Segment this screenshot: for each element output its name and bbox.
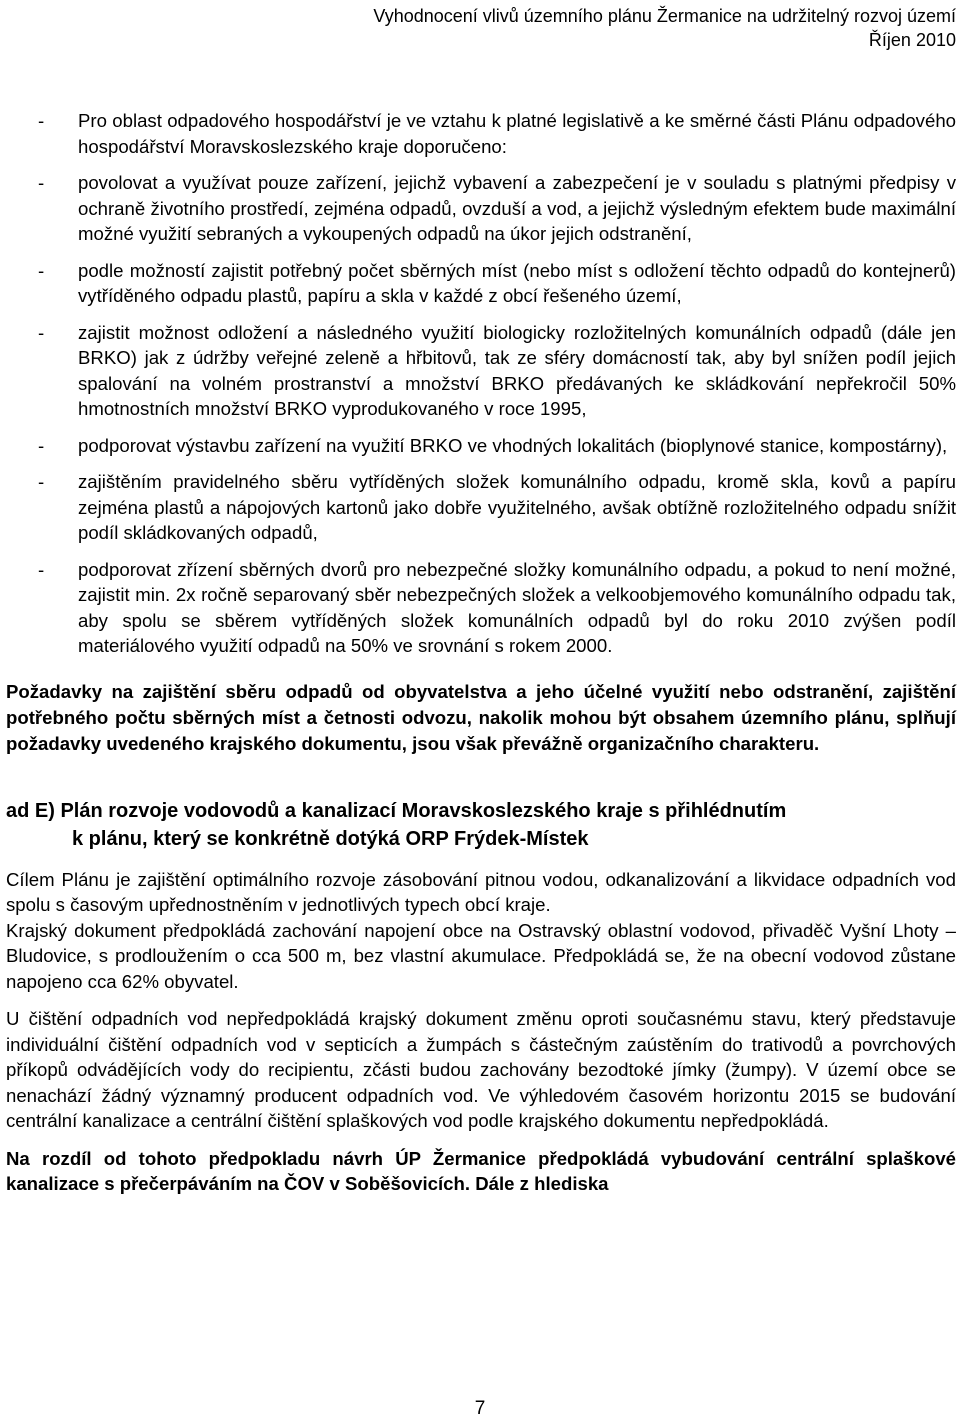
- list-item: [6, 469, 956, 546]
- list-item-text: podporovat zřízení sběrných dvorů pro nebezpečné složky komunálního odpadu, a pokud to není možné, zajistit min. 2x ročně separovaný sběr nebezpečných složek a velkoobjemového komunálního odpadu tak, aby spolu se sběrem vytříděných složek komunálních odpadů byl do roku 2010 zvýšen podíl materiálového využití odpadů na 50% ve srovnání s rokem 2000.: [78, 558, 956, 656]
- list-dash: -: [38, 110, 45, 131]
- list-item-text: podle možností zajistit potřebný počet sběrných míst (nebo míst s odložení těchto odpadů do kontejnerů) vytříděného odpadu plastů, papíru a skla v každé z obcí řešeného území,: [78, 259, 956, 306]
- list-item: [6, 433, 956, 459]
- recommendation-list: [6, 108, 956, 659]
- list-dash: -: [38, 321, 45, 343]
- section-heading-line2: k plánu, který se konkrétně dotýká ORP Frýdek-Místek: [72, 827, 589, 850]
- page-content: [6, 108, 956, 1197]
- section-heading-line1: ad E) Plán rozvoje vodovodů a kanalizací Moravskoslezského kraje s přihlédnutím: [6, 799, 787, 822]
- list-item-text: povolovat a využívat pouze zařízení, jejichž vybavení a zabezpečení je v souladu s platnými předpisy v ochraně životního prostředí, zejména odpadů, ovzduší a vod, a jejichž výsledným efektem bude maximální možné využití sebraných a vykoupených odpadů na úkor jejich odstranění,: [78, 172, 956, 244]
- list-dash: -: [38, 471, 45, 492]
- paragraph-proposal: Na rozdíl od tohoto předpokladu návrh ÚP Žermanice předpokládá vybudování centrální splaškové kanalizace s přečerpáváním na ČOV v Soběšovicích. Dále z hlediska: [6, 1147, 956, 1194]
- list-dash: -: [38, 434, 45, 456]
- list-item: [6, 170, 956, 247]
- list-item: [6, 320, 956, 422]
- summary-paragraph: Požadavky na zajištění sběru odpadů od obyvatelstva a jeho účelné využití nebo odstranění, zajištění potřebného počtu sběrných míst a četnosti odvozu, nakolik mohou být obsahem územního plánu, splňují požadavky uvedeného krajského dokumentu, jsou však převážně organizačního charakteru.: [6, 680, 956, 754]
- page-number: 7: [474, 1398, 486, 1419]
- list-item: [6, 557, 956, 659]
- list-dash: -: [38, 259, 45, 281]
- section-heading: [6, 797, 956, 853]
- list-item: [6, 258, 956, 309]
- list-dash: -: [38, 172, 45, 193]
- list-item-text: Pro oblast odpadového hospodářství je ve vztahu k platné legislativě a ke směrné části Plánu odpadového hospodářství Moravskoslezského kraje doporučeno:: [78, 110, 956, 157]
- header-title: Vyhodnocení vlivů územního plánu Žermanice na udržitelný rozvoj území: [373, 6, 956, 26]
- paragraph-goal: Cílem Plánu je zajištění optimálního rozvoje zásobování pitnou vodou, odkanalizování a likvidace odpadních vod spolu s časovým upřednostněním v jednotlivých typech obcí kraje.: [6, 868, 956, 915]
- list-item-text: podporovat výstavbu zařízení na využití BRKO ve vhodných lokalitách (bioplynové stanice, kompostárny),: [78, 434, 948, 456]
- page-header: [373, 4, 956, 52]
- paragraph-water-supply: Krajský dokument předpokládá zachování napojení obce na Ostravský oblastní vodovod, přivaděč Vyšní Lhoty – Bludovice, s prodloužením o cca 500 m, bez vlastní akumulace. Předpokládá se, že na obecní vodovod zůstane napojeno cca 62% obyvatel.: [6, 919, 956, 992]
- list-dash: -: [38, 558, 45, 580]
- list-item-text: zajistit možnost odložení a následného využití biologicky rozložitelných komunálních odpadů (dále jen BRKO) jak z údržby veřejné zeleně a hřbitovů, tak ze sféry domácností tak, aby byl snížen podíl jejich spalování na volném prostranství a množství BRKO předávaných ke skládkování nepřekročil 50% hmotnostních množství BRKO vyprodukovaného v roce 1995,: [78, 321, 956, 419]
- header-date: Říjen 2010: [868, 30, 956, 50]
- list-item-text: zajištěním pravidelného sběru vytříděných složek komunálního odpadu, kromě skla, kovů a papíru zejména plastů a nápojových kartonů jako dobře využitelného, avšak obtížně rozložitelného odpadu snížit podíl skládkovaných odpadů,: [78, 471, 956, 543]
- paragraph-wastewater: U čištění odpadních vod nepředpokládá krajský dokument změnu oproti současnému stavu, který představuje individuální čištění odpadních vod v septicích a žumpách s částečným zaústěním do trativodů a povrchových příkopů odvádějících vody do recipientu, zčásti budou zachovány bezodtoké jímky (žumpy). V území obce se nenachází žádný významný producent odpadních vod. Ve výhledovém časovém horizontu 2015 se budování centrální kanalizace a centrální čištění splaškových vod podle krajského dokumentu nepředpokládá.: [6, 1008, 956, 1131]
- list-item: [6, 108, 956, 159]
